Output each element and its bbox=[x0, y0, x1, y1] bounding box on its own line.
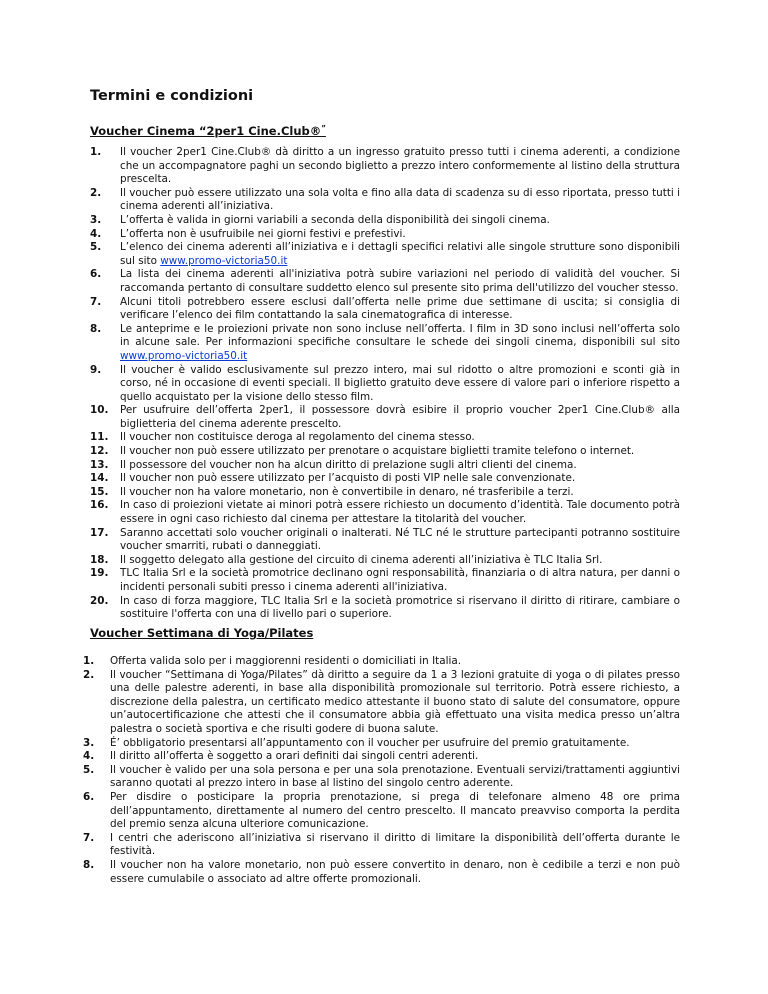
list-item bbox=[90, 431, 680, 445]
section-heading-yoga: Voucher Settimana di Yoga/Pilates bbox=[90, 626, 314, 640]
list-item bbox=[83, 668, 680, 737]
list-item-number: 11. bbox=[90, 431, 109, 444]
list-item-number: 16. bbox=[90, 499, 109, 512]
list-item bbox=[90, 459, 680, 473]
section-heading-cinema-text: Voucher Cinema “2per1 Cine.Club® bbox=[90, 124, 322, 138]
list-item-number: 8. bbox=[90, 322, 102, 335]
list-item-number: 8. bbox=[83, 858, 95, 871]
list-item-text: Il voucher 2per1 Cine.Club® dà diritto a un ingresso gratuito presso tutti i cinema aderenti, a condizione che un accompagnatore paghi un secondo biglietto a prezzo intero conformemente al listino della struttura prescelta. bbox=[120, 146, 680, 186]
list-item bbox=[90, 499, 680, 526]
list-item-text: Per usufruire dell’offerta 2per1, il possessore dovrà esibire il proprio voucher 2per1 Cine.Club® alla biglietteria del cinema aderente prescelto. bbox=[120, 404, 680, 430]
list-item bbox=[90, 268, 680, 295]
website-link[interactable]: www.promo-victoria50.it bbox=[120, 349, 248, 362]
list-item-number: 1. bbox=[90, 146, 102, 158]
list-item-text: Saranno accettati solo voucher originali o inalterati. Né TLC né le strutture partecipanti potranno sostituire voucher smarriti, rubati o danneggiati. bbox=[120, 526, 680, 553]
list-item-text: Il voucher non ha valore monetario, non può essere convertito in denaro, non è cedibile a terzi e non può essere cumulabile o associato ad altre offerte promozionali. bbox=[110, 858, 680, 885]
list-item-number: 13. bbox=[90, 458, 109, 471]
list-item bbox=[90, 364, 680, 405]
list-item-text: Offerta valida solo per i maggiorenni residenti o domiciliati in Italia. bbox=[110, 655, 462, 667]
list-item-number: 2. bbox=[90, 186, 102, 199]
list-item-text: L’offerta è valida in giorni variabili a seconda della disponibilità dei singoli cinema. bbox=[120, 213, 550, 226]
heading-superscript: ” bbox=[321, 124, 326, 133]
list-item-number: 19. bbox=[90, 567, 109, 580]
list-item-number: 14. bbox=[90, 472, 109, 485]
list-item-text: L’elenco dei cinema aderenti all’iniziativa e i dettagli specifici relativi alle singole strutture sono disponibili sul sito bbox=[120, 241, 680, 267]
list-item-text: I centri che aderiscono all’iniziativa si riservano il diritto di limitare la disponibilità dell’offerta durante le festività. bbox=[110, 831, 680, 858]
list-item-text: In caso di proiezioni vietate ai minori potrà essere richiesto un documento d’identità. Tale documento potrà essere in ogni caso richiesto dal cinema per attestare la titolarità del voucher. bbox=[120, 499, 680, 526]
list-item bbox=[83, 763, 680, 791]
list-item bbox=[83, 831, 680, 859]
list-item-text: Per disdire o posticipare la propria prenotazione, si prega di telefonare almeno 48 ore prima dell’appuntamento, direttamente al numero del centro prescelto. Il mancato preavviso comporta la perdita del premio senza alcuna ulteriore comunicazione. bbox=[110, 790, 680, 831]
list-item-text: Il voucher non può essere utilizzato per prenotare o acquistare biglietti tramite telefono o internet. bbox=[120, 445, 635, 458]
page-title: Termini e condizioni bbox=[90, 88, 254, 104]
list-item-number: 4. bbox=[90, 227, 102, 240]
list-item-text: Il voucher è valido esclusivamente sul prezzo intero, mai sul ridotto o altre promozioni e sconti già in corso, né in occasione di eventi speciali. Il biglietto gratuito deve essere di valore pari o inferiore rispetto a quello acquistato per la visione dello stesso film. bbox=[120, 363, 680, 403]
list-item-text: TLC Italia Srl e la società promotrice declinano ogni responsabilità, finanziaria o di altra natura, per danni o incidenti personali subiti presso i cinema aderenti all'iniziativa. bbox=[120, 567, 680, 593]
website-link[interactable]: www.promo-victoria50.it bbox=[160, 254, 288, 267]
cinema-terms-list bbox=[90, 146, 680, 622]
list-item-text: L’offerta non è usufruibile nei giorni festivi e prefestivi. bbox=[120, 227, 406, 240]
list-item-number: 20. bbox=[90, 594, 109, 607]
list-item-number: 1. bbox=[83, 655, 95, 667]
section-heading-cinema bbox=[90, 124, 326, 138]
list-item bbox=[90, 228, 680, 242]
list-item-number: 12. bbox=[90, 445, 109, 458]
yoga-terms-list bbox=[83, 655, 680, 886]
list-item-text: Il voucher non ha valore monetario, non è convertibile in denaro, né trasferibile a terzi. bbox=[120, 485, 574, 498]
list-item-text: Il soggetto delegato alla gestione del circuito di cinema aderenti all’iniziativa è TLC Italia Srl. bbox=[120, 553, 603, 566]
list-item bbox=[90, 445, 680, 459]
list-item-number: 7. bbox=[90, 295, 102, 308]
list-item-number: 18. bbox=[90, 553, 109, 566]
list-item bbox=[83, 790, 680, 832]
list-item bbox=[90, 486, 680, 500]
list-item-number: 4. bbox=[83, 750, 95, 763]
list-item-text: La lista dei cinema aderenti all'iniziativa potrà subire variazioni nel periodo di validità del voucher. Si raccomanda pertanto di consultare suddetto elenco sul presente sito prima dell'utilizzo del voucher stesso. bbox=[120, 268, 680, 294]
list-item bbox=[90, 214, 680, 228]
list-item-number: 7. bbox=[83, 831, 95, 844]
list-item bbox=[90, 146, 680, 187]
list-item bbox=[83, 655, 680, 669]
list-item-number: 17. bbox=[90, 526, 109, 539]
list-item-text: Il voucher non può essere utilizzato per l’acquisto di posti VIP nelle sale convenzionate. bbox=[120, 472, 576, 485]
list-item-text: Il voucher è valido per una sola persona e per una sola prenotazione. Eventuali servizi/trattamenti aggiuntivi saranno quotati al prezzo intero in base al listino del singolo centro aderente. bbox=[110, 763, 680, 790]
list-item-number: 9. bbox=[90, 363, 102, 376]
list-item-number: 5. bbox=[90, 241, 102, 254]
list-item-text: In caso di forza maggiore, TLC Italia Srl e la società promotrice si riservano il diritto di ritirare, cambiare o sostituire l'offerta con una di livello pari o superiore. bbox=[120, 594, 680, 621]
list-item bbox=[90, 323, 680, 364]
list-item-text: É’ obbligatorio presentarsi all’appuntamento con il voucher per usufruire del premio gratuitamente. bbox=[110, 736, 630, 749]
list-item-number: 2. bbox=[83, 668, 95, 681]
list-item bbox=[83, 736, 680, 751]
list-item bbox=[90, 296, 680, 323]
list-item bbox=[83, 750, 680, 764]
list-item-number: 6. bbox=[90, 268, 102, 281]
list-item bbox=[90, 527, 680, 554]
list-item-number: 3. bbox=[90, 213, 102, 226]
list-item-number: 6. bbox=[83, 790, 95, 803]
list-item bbox=[90, 567, 680, 594]
list-item bbox=[83, 858, 680, 886]
list-item bbox=[90, 472, 680, 486]
list-item-number: 3. bbox=[83, 736, 95, 749]
list-item-text: Alcuni titoli potrebbero essere esclusi dall’offerta nelle prime due settimane di uscita; si consiglia di verificare l’elenco dei film contattando la sala cinematografica di interesse. bbox=[120, 295, 680, 322]
list-item bbox=[90, 595, 680, 622]
list-item-number: 10. bbox=[90, 404, 109, 417]
list-item bbox=[90, 241, 680, 268]
list-item bbox=[90, 404, 680, 431]
list-item bbox=[90, 554, 680, 568]
list-item-text: Il voucher “Settimana di Yoga/Pilates” dà diritto a seguire da 1 a 3 lezioni gratuite di yoga o di pilates presso una delle palestre aderenti, in base alla disponibilità promozionale sul territorio. Potrà essere richiesto, a discrezione della palestra, un certificato medico attestante il buono stato di salute del consumatore, oppure un’autocertificazione che attesti che il consumatore abbia già effettuato una visita medica presso un’altra palestra o società sportiva e che risulti godere di buona salute. bbox=[110, 668, 680, 735]
list-item bbox=[90, 187, 680, 214]
list-item-number: 15. bbox=[90, 485, 109, 498]
list-item-text: Le anteprime e le proiezioni private non sono incluse nell’offerta. I film in 3D sono inclusi nell’offerta solo in alcune sale. Per informazioni specifiche consultare le schede dei singoli cinema, disponibili sul sito bbox=[120, 322, 680, 349]
list-item-text: Il possessore del voucher non ha alcun diritto di prelazione sugli altri clienti del cinema. bbox=[120, 458, 577, 471]
list-item-text: Il voucher non costituisce deroga al regolamento del cinema stesso. bbox=[120, 431, 475, 444]
list-item-text: Il diritto all’offerta è soggetto a orari definiti dai singoli centri aderenti. bbox=[110, 750, 479, 763]
list-item-number: 5. bbox=[83, 763, 95, 776]
list-item-text: Il voucher può essere utilizzato una sola volta e fino alla data di scadenza su di esso riportata, presso tutti i cinema aderenti all’iniziativa. bbox=[120, 186, 680, 213]
